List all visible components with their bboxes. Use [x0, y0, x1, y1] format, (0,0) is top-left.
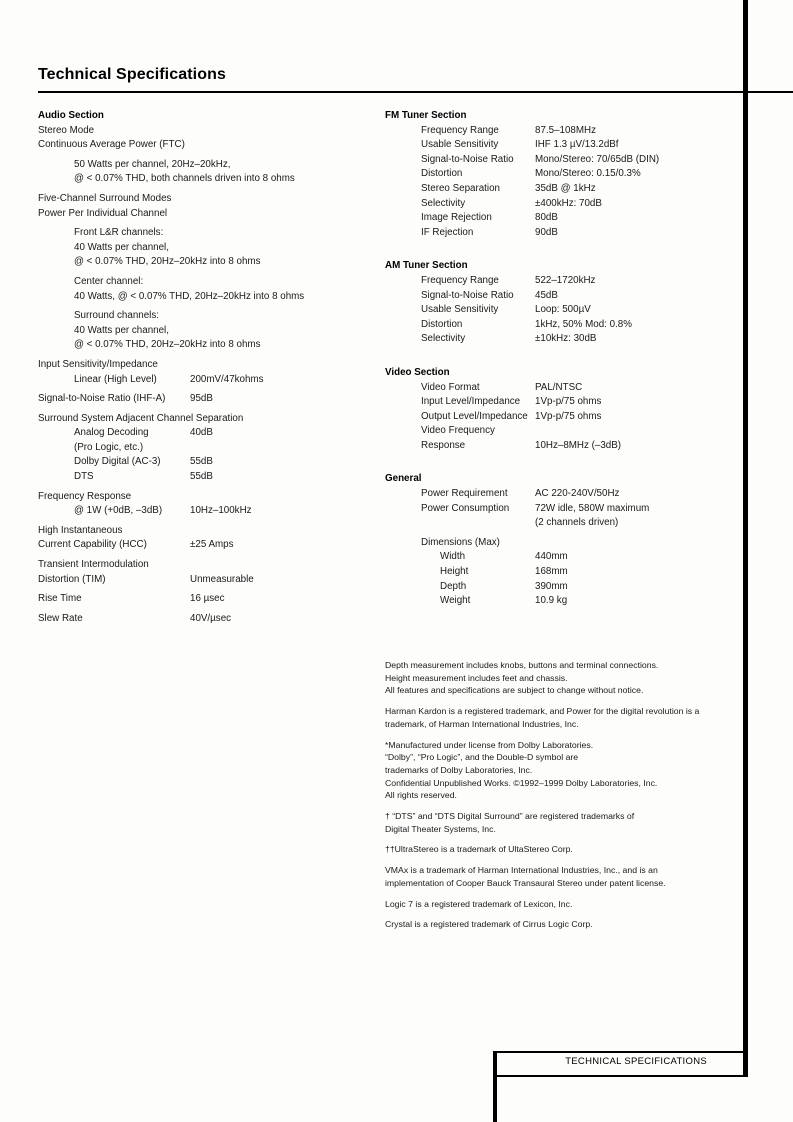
spec-row — [385, 318, 745, 333]
spec-row — [38, 524, 383, 539]
footnote — [385, 864, 741, 889]
footnote-line: Confidential Unpublished Works. ©1992–1999 Dolby Laboratories, Inc. — [385, 777, 658, 788]
section-heading: AM Tuner Section — [385, 260, 468, 272]
spec-label: Rise Time — [38, 593, 82, 605]
spec-label: Power Per Individual Channel — [38, 207, 168, 219]
spec-row — [38, 241, 383, 256]
spec-value: ±400kHz: 70dB — [535, 197, 602, 209]
section-heading: Video Section — [385, 366, 450, 378]
section-heading: General — [385, 473, 422, 485]
spec-row — [385, 138, 745, 153]
spec-label: Signal-to-Noise Ratio — [421, 289, 514, 301]
spec-value: Loop: 500µV — [535, 304, 591, 316]
spec-label: Depth — [440, 580, 467, 592]
spec-row — [38, 207, 383, 222]
spec-value: 90dB — [535, 226, 558, 238]
footnote-line: Crystal is a registered trademark of Cirrus Logic Corp. — [385, 919, 593, 930]
spec-label: Width — [440, 551, 466, 563]
spec-label: 40 Watts per channel, — [74, 324, 169, 336]
spec-row — [38, 309, 383, 324]
spec-label: Continuous Average Power (FTC) — [38, 139, 185, 151]
spec-row — [385, 182, 745, 197]
spec-row — [385, 303, 745, 318]
footnote-line: † “DTS” and “DTS Digital Surround” are registered trademarks of — [385, 811, 635, 822]
spec-value: 200mV/47kohms — [190, 373, 264, 385]
spec-row — [38, 573, 383, 588]
spec-label: Weight — [440, 595, 471, 607]
spec-label: @ < 0.07% THD, 20Hz–20kHz into 8 ohms — [74, 339, 261, 351]
spec-value: PAL/NTSC — [535, 381, 583, 393]
spec-row — [385, 197, 745, 212]
spec-label: 40 Watts, @ < 0.07% THD, 20Hz–20kHz into 8 ohms — [74, 290, 305, 302]
spec-value: Unmeasurable — [190, 573, 254, 585]
footnote-line: trademarks of Dolby Laboratories, Inc. — [385, 764, 533, 775]
spec-label: IF Rejection — [421, 226, 474, 238]
footnote — [385, 739, 741, 803]
audio-specs-column — [38, 109, 383, 626]
footnote-line: implementation of Cooper Bauck Transaural Stereo under patent license. — [385, 877, 666, 888]
spec-row — [385, 580, 745, 595]
spec-value: 10Hz–100kHz — [190, 505, 252, 517]
spec-label: Frequency Response — [38, 490, 132, 502]
spec-value: 168mm — [535, 566, 568, 578]
spec-row — [38, 392, 383, 407]
spec-row — [38, 558, 383, 573]
spec-value: 87.5–108MHz — [535, 124, 596, 136]
footnote-line: Depth measurement includes knobs, buttons and terminal connections. — [385, 660, 659, 670]
spec-value: 16 µsec — [190, 593, 225, 605]
spec-row — [38, 612, 383, 627]
spec-label: Current Capability (HCC) — [38, 539, 147, 551]
spec-row — [385, 124, 745, 139]
spec-label: Dimensions (Max) — [421, 536, 500, 548]
footnote — [385, 843, 741, 856]
footnote — [385, 810, 741, 835]
spec-row — [385, 424, 745, 439]
spec-label: Selectivity — [421, 197, 466, 209]
spec-value: Mono/Stereo: 70/65dB (DIN) — [535, 153, 660, 165]
spec-value: 10.9 kg — [535, 595, 568, 607]
spec-row — [385, 439, 745, 454]
page-right-edge-bar — [743, 0, 748, 1077]
spec-row — [385, 536, 745, 551]
spec-label: Front L&R channels: — [74, 227, 164, 239]
section-heading: Audio Section — [38, 110, 104, 121]
spec-label: High Instantaneous — [38, 524, 123, 536]
footnote — [385, 705, 741, 730]
spec-row — [38, 358, 383, 373]
spec-row — [38, 426, 383, 441]
footer-rule-bottom — [497, 1075, 743, 1077]
spec-label: Slew Rate — [38, 612, 83, 624]
spec-value: 45dB — [535, 289, 558, 301]
spec-row — [385, 410, 745, 425]
footer-page-label: TECHNICAL SPECIFICATIONS — [565, 1056, 707, 1067]
spec-row — [38, 158, 383, 173]
spec-label: Analog Decoding — [74, 427, 149, 439]
footnote-line: *Manufactured under license from Dolby Laboratories. — [385, 739, 594, 750]
spec-row — [38, 138, 383, 153]
footnote-line: All rights reserved. — [385, 790, 457, 801]
section-heading: FM Tuner Section — [385, 110, 467, 121]
spec-label: Power Requirement — [421, 488, 508, 500]
spec-label: DTS — [74, 471, 94, 483]
spec-label: @ < 0.07% THD, 20Hz–20kHz into 8 ohms — [74, 256, 261, 268]
footnote-line: VMAx is a trademark of Harman International Industries, Inc., and is an — [385, 865, 658, 876]
footer-left-bar — [493, 1051, 497, 1122]
spec-row — [38, 275, 383, 290]
spec-value: 55dB — [190, 456, 213, 468]
spec-row — [385, 274, 745, 289]
spec-row — [38, 592, 383, 607]
spec-label: Dolby Digital (AC-3) — [74, 456, 161, 468]
spec-label: Input Level/Impedance — [421, 396, 521, 408]
spec-row — [38, 290, 383, 305]
footnote — [385, 659, 741, 697]
spec-label: Distortion (TIM) — [38, 573, 106, 585]
spec-label: Linear (High Level) — [74, 373, 157, 385]
page-title: Technical Specifications — [38, 66, 226, 83]
spec-value: 390mm — [535, 580, 568, 592]
spec-row — [38, 538, 383, 553]
spec-value: ±10kHz: 30dB — [535, 333, 597, 345]
spec-value: 10Hz–8MHz (–3dB) — [535, 439, 622, 451]
spec-value: 40dB — [190, 427, 213, 439]
spec-value: 440mm — [535, 551, 568, 563]
spec-row — [385, 395, 745, 410]
spec-label: @ < 0.07% THD, both channels driven into 8 ohms — [74, 173, 295, 185]
spec-row — [38, 338, 383, 353]
spec-label: Usable Sensitivity — [421, 304, 499, 316]
footnote-line: All features and specifications are subject to change without notice. — [385, 685, 644, 696]
spec-row — [38, 192, 383, 207]
spec-row — [38, 490, 383, 505]
spec-value: 1kHz, 50% Mod: 0.8% — [535, 318, 632, 330]
spec-value: 80dB — [535, 212, 558, 224]
spec-row — [385, 153, 745, 168]
spec-row — [385, 502, 745, 517]
spec-row — [38, 226, 383, 241]
spec-row — [385, 516, 745, 531]
spec-row — [385, 381, 745, 396]
spec-row — [38, 255, 383, 270]
spec-label — [421, 517, 424, 528]
spec-label: Frequency Range — [421, 274, 499, 286]
tuner-video-general-specs-column — [385, 109, 745, 609]
spec-label: Response — [421, 439, 466, 451]
footnote — [385, 898, 741, 911]
spec-label: Distortion — [421, 318, 463, 330]
spec-row — [385, 550, 745, 565]
spec-label: @ 1W (+0dB, –3dB) — [74, 505, 163, 517]
spec-label: Input Sensitivity/Impedance — [38, 358, 158, 370]
spec-row — [38, 373, 383, 388]
spec-row — [38, 441, 383, 456]
spec-row — [38, 172, 383, 187]
spec-label: Video Format — [421, 381, 480, 393]
spec-value: IHF 1.3 µV/13.2dBf — [535, 139, 619, 151]
spec-value: Mono/Stereo: 0.15/0.3% — [535, 168, 641, 180]
spec-label: 50 Watts per channel, 20Hz–20kHz, — [74, 158, 231, 170]
spec-value: 95dB — [190, 393, 213, 405]
spec-row — [385, 594, 745, 609]
spec-label: Usable Sensitivity — [421, 139, 499, 151]
spec-row — [38, 504, 383, 519]
spec-label: Stereo Mode — [38, 124, 95, 136]
spec-label: Five-Channel Surround Modes — [38, 192, 172, 204]
footnote-line: Harman Kardon is a registered trademark, and Power for the digital revolution is a — [385, 706, 700, 717]
spec-row — [385, 332, 745, 347]
spec-label: Selectivity — [421, 333, 466, 345]
spec-label: Surround System Adjacent Channel Separation — [38, 412, 244, 424]
spec-row — [38, 412, 383, 427]
spec-value: 1Vp-p/75 ohms — [535, 410, 602, 422]
spec-value: 72W idle, 580W maximum — [535, 502, 650, 514]
spec-label: Stereo Separation — [421, 182, 500, 194]
spec-label: Image Rejection — [421, 212, 492, 224]
footnote-line: Logic 7 is a registered trademark of Lexicon, Inc. — [385, 898, 573, 909]
spec-value: ±25 Amps — [190, 539, 234, 551]
footnote-line: “Dolby”, “Pro Logic”, and the Double-D symbol are — [385, 752, 579, 763]
spec-row — [38, 124, 383, 139]
spec-label: Transient Intermodulation — [38, 559, 149, 571]
spec-value: (2 channels driven) — [535, 517, 619, 529]
spec-label: Output Level/Impedance — [421, 410, 528, 422]
spec-row — [38, 470, 383, 485]
footnote — [385, 918, 741, 931]
spec-label: Center channel: — [74, 275, 144, 287]
spec-row — [385, 226, 745, 241]
spec-label: Video Frequency — [421, 425, 495, 437]
title-rule — [38, 91, 793, 93]
spec-row — [385, 211, 745, 226]
spec-row — [385, 565, 745, 580]
spec-label: Frequency Range — [421, 124, 499, 136]
footnotes — [385, 659, 741, 939]
footnote-line: trademark, of Harman International Industries, Inc. — [385, 718, 579, 729]
spec-value: 35dB @ 1kHz — [535, 182, 596, 194]
footnote-line: Height measurement includes feet and chassis. — [385, 672, 568, 683]
spec-label: Power Consumption — [421, 502, 510, 514]
spec-value: 522–1720kHz — [535, 274, 596, 286]
spec-row — [38, 455, 383, 470]
spec-row — [385, 289, 745, 304]
spec-row — [385, 167, 745, 182]
spec-value: 1Vp-p/75 ohms — [535, 396, 602, 408]
spec-row — [385, 487, 745, 502]
spec-label: Signal-to-Noise Ratio — [421, 153, 514, 165]
spec-label: (Pro Logic, etc.) — [74, 441, 144, 453]
footnote-line: ††UltraStereo is a trademark of UltaStereo Corp. — [385, 844, 573, 855]
footnote-line: Digital Theater Systems, Inc. — [385, 823, 496, 834]
spec-label: Signal-to-Noise Ratio (IHF-A) — [38, 393, 166, 405]
spec-label: Surround channels: — [74, 310, 159, 322]
spec-row — [38, 324, 383, 339]
spec-label: 40 Watts per channel, — [74, 241, 169, 253]
spec-value: 55dB — [190, 471, 213, 483]
footer-rule-top — [497, 1051, 743, 1053]
spec-value: AC 220-240V/50Hz — [535, 488, 620, 500]
spec-value: 40V/µsec — [190, 612, 232, 624]
spec-label: Height — [440, 566, 469, 578]
spec-label: Distortion — [421, 168, 463, 180]
